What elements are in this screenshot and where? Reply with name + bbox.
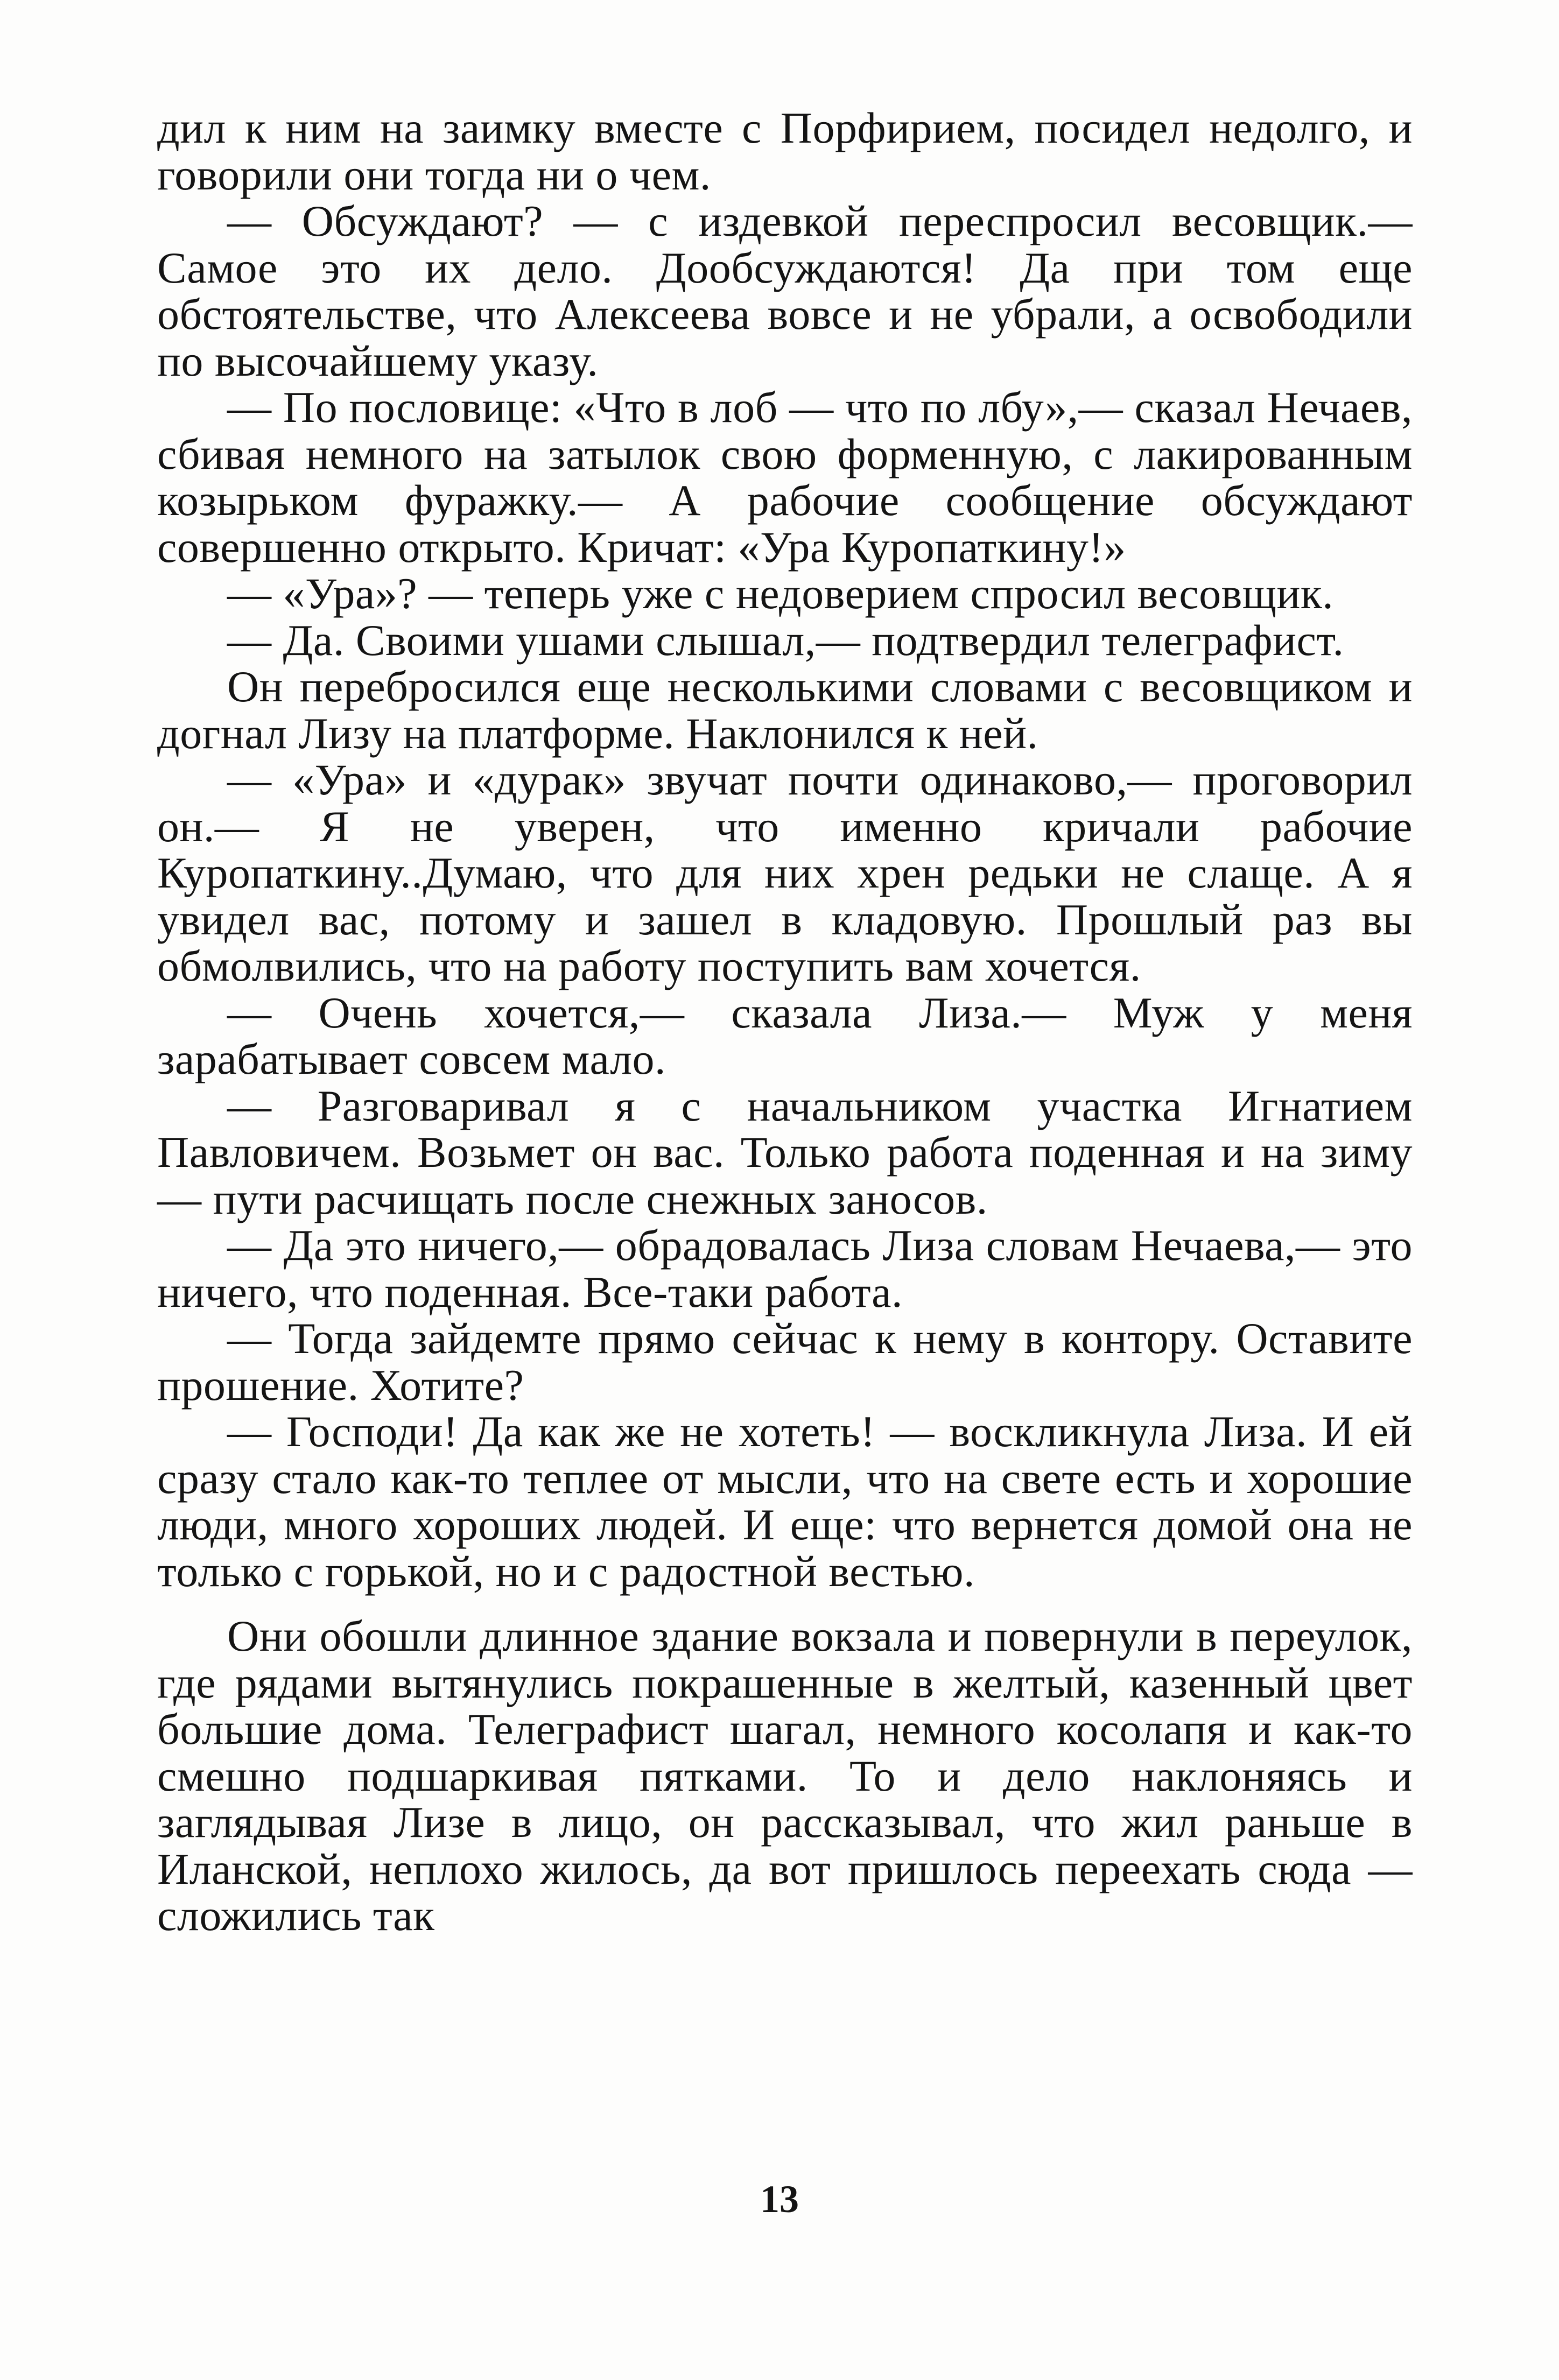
paragraph-10: — Да это ничего,— обрадовалась Лиза словам Нечаева,— это ничего, что поденная. Все-таки работа. (157, 1221, 1413, 1316)
paragraph-8: — Очень хочется,— сказала Лиза.— Муж у меня зарабатывает совсем мало. (157, 988, 1413, 1083)
page-number: 13 (760, 2178, 799, 2221)
paragraph-13: Они обошли длинное здание вокзала и повернули в переулок, где рядами вытянулись покрашенные в желтый, казенный цвет большие дома. Телеграфист шагал, немного косолапя и как-то смешно подшаркивая пятками. То и дело наклоняясь и заглядывая Лизе в лицо, он рассказывал, что жил раньше в Иланской, неплохо жилось, да вот пришлось переехать сюда — сложились так (157, 1611, 1413, 1940)
paragraph-5: — Да. Своими ушами слышал,— подтвердил телеграфист. (227, 615, 1344, 665)
paragraph-4: — «Ура»? — теперь уже с недоверием спросил весовщик. (227, 569, 1334, 618)
paragraph-1: дил к ним на заимку вместе с Порфирием, посидел недолго, и говорили они тогда ни о чем. (157, 103, 1413, 199)
paragraph-3: — По пословице: «Что в лоб — что по лбу»,— сказал Нечаев, сбивая немного на затылок свою форменную, с лакированным козырьком фуражку.— А рабочие сообщение обсуждают совершенно открыто. Кричат: «Ура Куропаткину!» (157, 383, 1413, 572)
paragraph-9: — Разговаривал я с начальником участка Игнатием Павловичем. Возьмет он вас. Только работа поденная и на зиму — пути расчищать после снежных заносов. (157, 1081, 1413, 1223)
paragraph-12: — Господи! Да как же не хотеть! — воскликнула Лиза. И ей сразу стало как-то теплее от мысли, что на свете есть и хорошие люди, много хороших людей. И еще: что вернется домой она не только с горькой, но и с радостной вестью. (157, 1407, 1413, 1596)
body-text (157, 105, 1413, 1939)
paragraph-2: — Обсуждают? — с издевкой переспросил весовщик.— Самое это их дело. Дообсуждаются! Да при том еще обстоятельстве, что Алексеева вовсе и не убрали, а освободили по высочайшему указу. (157, 196, 1413, 385)
paragraph-11: — Тогда зайдемте прямо сейчас к нему в контору. Оставите прошение. Хотите? (157, 1314, 1413, 1410)
paragraph-7: — «Ура» и «дурак» звучат почти одинаково,— проговорил он.— Я не уверен, что именно кричали рабочие Куропаткину..Думаю, что для них хрен редьки не слаще. А я увидел вас, потому и зашел в кладовую. Прошлый раз вы обмолвились, что на работу поступить вам хочется. (157, 755, 1413, 990)
paragraph-6: Он перебросился еще несколькими словами с весовщиком и догнал Лизу на платформе. Наклонился к ней. (157, 662, 1413, 758)
